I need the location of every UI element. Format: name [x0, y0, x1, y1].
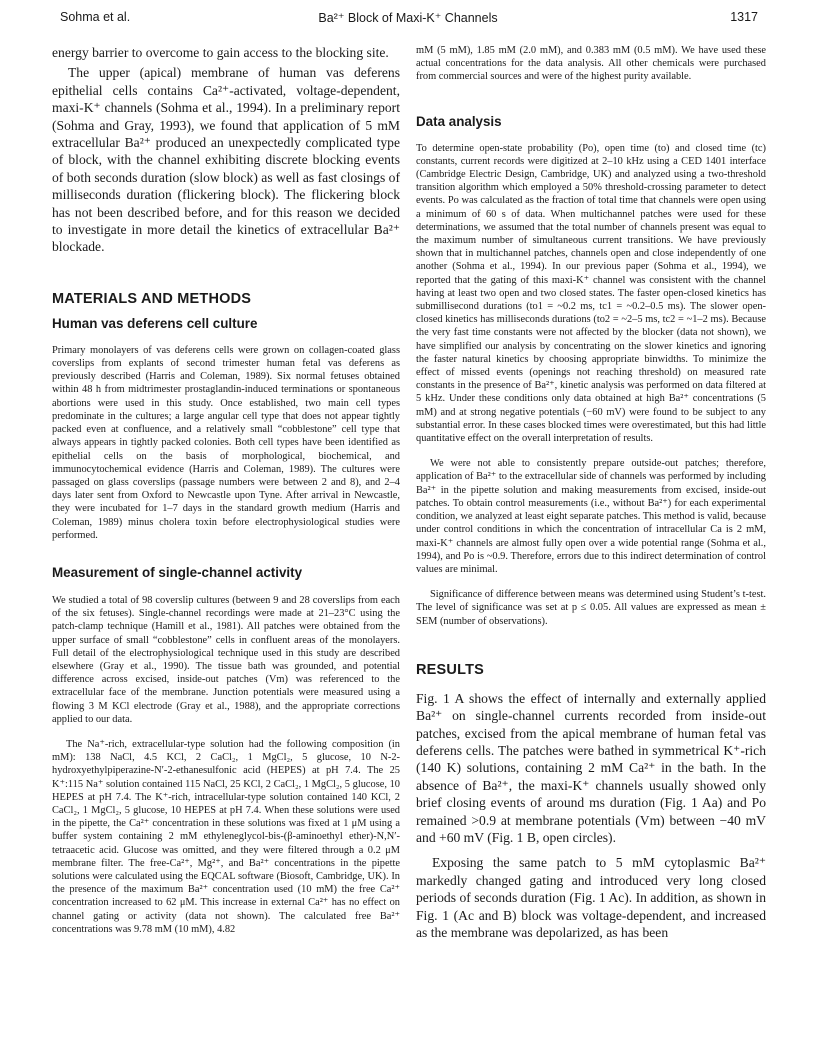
solutions-continued-paragraph: mM (5 mM), 1.85 mM (2.0 mM), and 0.383 mM (0.5 mM). We have used these actual concentrations for the data analysis. All other chemicals were purchased from commercial sources and were of the highest purity available. — [416, 45, 766, 83]
right-column — [416, 44, 766, 941]
results-paragraph-1: Fig. 1 A shows the effect of internally and externally applied Ba²⁺ on single-channel currents recorded from inside-out patches, excised from the apical membrane of human fetal vas deferens cells. The patches were bathed in symmetrical K⁺-rich (140 K) solutions, containing 2 mM Ca²⁺ in the bath. In the absence of Ba²⁺, the maxi-K⁺ channels usually showed only brief closing events of around ms duration (Fig. 1 Aa) and Po remained >0.9 at membrane potentials (Vm) between −40 mV and +60 mV (Fig. 1 B, open circles). — [416, 690, 766, 845]
methods-heading: MATERIALS AND METHODS — [52, 290, 252, 307]
running-header — [0, 8, 816, 30]
data-analysis-heading: Data analysis — [416, 113, 502, 129]
measurement-paragraph-1: We studied a total of 98 coverslip cultures (between 9 and 28 coverslips from each of the six fetuses). Single-channel recordings were made at 21–23°C using the patch-clamp technique (Hamill et al., 1981). All patches were obtained from the upper surface of small “cobblestone” cells in confluent areas of the monolayers. Full detail of the electrophysiological technique used in this study are described elsewhere (Gray et al., 1990). The tissue bath was grounded, and potential difference across excised, inside-out patches (Vm) was referenced to the extracellular face of the membrane. Junction potentials were measured using a flowing 3 M KCl electrode (Gray et al., 1988), and the appropriate corrections applied to our data. — [52, 594, 400, 725]
measurement-paragraph-2: The Na⁺-rich, extracellular-type solution had the following composition (in mM): 138 NaCl, 4.5 KCl, 2 CaCl₂, 1 MgCl₂, 5 glucose, 10 N-2-hydroxyethylpiperazine-N′-2-ethanesulfonic acid (HEPES) at pH 7.4. The 25 K⁺:115 Na⁺ solution contained 115 NaCl, 25 KCl, 2 CaCl₂, 1 MgCl₂, 5 glucose, 10 HEPES at pH 7.4. The K⁺-rich, intracellular-type solution contained 140 KCl, 2 CaCl₂, 1 MgCl₂, 5 glucose, 10 HEPES at pH 7.4. When these solutions were used in the pipette, the Ca²⁺ concentration in these solutions was fixed at 1 μM using a buffer system containing 2 mM ethyleneglycol-bis-(β-aminoethyl ether)-N,N′-tetraacetic acid. Glucose was omitted, and they were filtered through a 0.2 μM membrane filter. The free-Ca²⁺, Mg²⁺, and Ba²⁺ concentrations in the pipette solutions were calculated using the EQCAL software (Biosoft, Cambridge, UK). In the presence of the maximum Ba²⁺ concentration used (10 mM) the free Ca²⁺ concentration increased to 62 μM. This increase in external Ca²⁺ has no effect on channel gating or activity (data not shown). The calculated free Ba²⁺ concentrations was 9.78 mM (10 mM), 4.82 — [52, 738, 400, 935]
analysis-paragraph-1: To determine open-state probability (Po), open time (to) and closed time (tc) constants, current records were digitized at 2–10 kHz using a CED 1401 interface (Cambridge Electric Design, Cambridge, UK) and analyzed using a two-threshold transition algorithm which employed a 50% threshold-crossing parameter to detect events. Po was calculated as the fraction of total time that channels were open using a minimum of 60 s of data. When multichannel patches were used for these determinations, we assumed that the total number of channels present was equal to the maximum number of simultaneous current transitions. We have previously shown that in multichannel patches, channels open and close independently of one another (Sohma et al., 1994). In our previous paper (Sohma et al., 1994), we reported that the gating of this maxi-K⁺ channel was consistent with the channel having at least two open and two closed states. The faster open-closed kinetics has submillisecond durations (to1 = ~0.2 ms, tc1 = ~0.2–0.5 ms). The slower open-closed kinetics has milliseconds durations (to2 = ~2–5 ms, tc2 = ~1–2 ms). Because the very fast time constants were not affected by the blocker (data not shown), we have simplified our analysis by concentrating on the slower kinetics and ignoring the faster natural kinetics by choosing appropriate binwidths. To minimize the effect of missed events (openings not reaching threshold) on measured rate constants in the presence of Ba²⁺, kinetic analysis was performed on data filtered at 5 kHz. Under these conditions only data obtained at high Ba²⁺ concentrations (5 mM) and at strong negative potentials (−60 mV) were found to be subject to any substantial error. In these cases blocked times were overestimated, but this had little quantitative effect on the overall interpretation of results. — [416, 142, 766, 445]
measurement-heading: Measurement of single-channel activity — [52, 564, 303, 580]
results-paragraph-2: Exposing the same patch to 5 mM cytoplasmic Ba²⁺ markedly changed gating and introduced very long closed periods of seconds duration (Fig. 1 Ac). In addition, as shown in Fig. 1 (Ac and B) block was voltage-dependent, and increased as the membrane was depolarized, as has been — [416, 855, 766, 940]
left-column — [52, 44, 400, 936]
culture-heading: Human vas deferens cell culture — [52, 315, 258, 331]
analysis-paragraph-3: Significance of difference between means was determined using Student’s t-test. The level of significance was set at p ≤ 0.05. All values are expressed as mean ± SEM (number of observations). — [416, 589, 766, 627]
results-heading: RESULTS — [416, 661, 484, 678]
intro-paragraph-1: energy barrier to overcome to gain access to the blocking site. — [52, 45, 389, 60]
header-title: Ba²⁺ Block of Maxi-K⁺ Channels — [318, 11, 498, 25]
intro-paragraph-2: The upper (apical) membrane of human vas deferens epithelial cells contains Ca²⁺-activated, voltage-dependent, maxi-K⁺ channels (Sohma et al., 1994). In a preliminary report (Sohma and Gray, 1993), we found that application of 5 mM extracellular Ba²⁺ produced an unexpectedly complicated type of block, with the channel exhibiting discrete blocking events of both seconds duration (slow block) as well as fast closings of milliseconds duration (flickering block). The flickering block has not been described before, and for this reason we decided to investigate in more detail the kinetics of extracellular Ba²⁺ blockade. — [52, 65, 400, 255]
header-authors: Sohma et al. — [60, 10, 131, 24]
culture-paragraph: Primary monolayers of vas deferens cells were grown on collagen-coated glass coverslips from explants of second trimester human fetal vas deferens as previously described (Harris and Coleman, 1989). Six normal fetuses obtained within 48 h from midtrimester prostaglandin-induced terminations or spontaneous abortions were used in this study. Once established, two main cell types predominate in the cultures; a large angular cell type that does not appear tightly packed even at confluence, and a relatively small “cobblestone” cell type that always appears in tightly packed colonies. Both cell types have been identified as epithelial cells on the basis of morphological, biochemical, and immunocytochemical evidence (Harris and Coleman, 1989). The cultures were passaged on glass coverslips (passage numbers were between 2 and 8), and 2–4 days later sent from Oxford to Newcastle upon Tyne. After arrival in Newcastle, they were incubated for 1–7 days in the standard growth medium (Harris and Coleman, 1989) minus cholera toxin before electrophysiological studies were performed. — [52, 344, 400, 541]
page-number: 1317 — [730, 10, 758, 24]
analysis-paragraph-2: We were not able to consistently prepare outside-out patches; therefore, application of Ba²⁺ to the extracellular side of channels was performed by including Ba²⁺ in the pipette solution and making measurements from excised, inside-out patches. To obtain control measurements (i.e., without Ba²⁺) for each experimental condition, we analyzed at least eight separate patches. This method is valid, because under control conditions in which the concentration of intracellular Ca is 2 mM, maxi-K⁺ channels are almost fully open over a wide potential range (Sohma et al., 1994), and Po is ~0.9. Therefore, errors due to this indirect determination of control values are minimal. — [416, 458, 766, 575]
